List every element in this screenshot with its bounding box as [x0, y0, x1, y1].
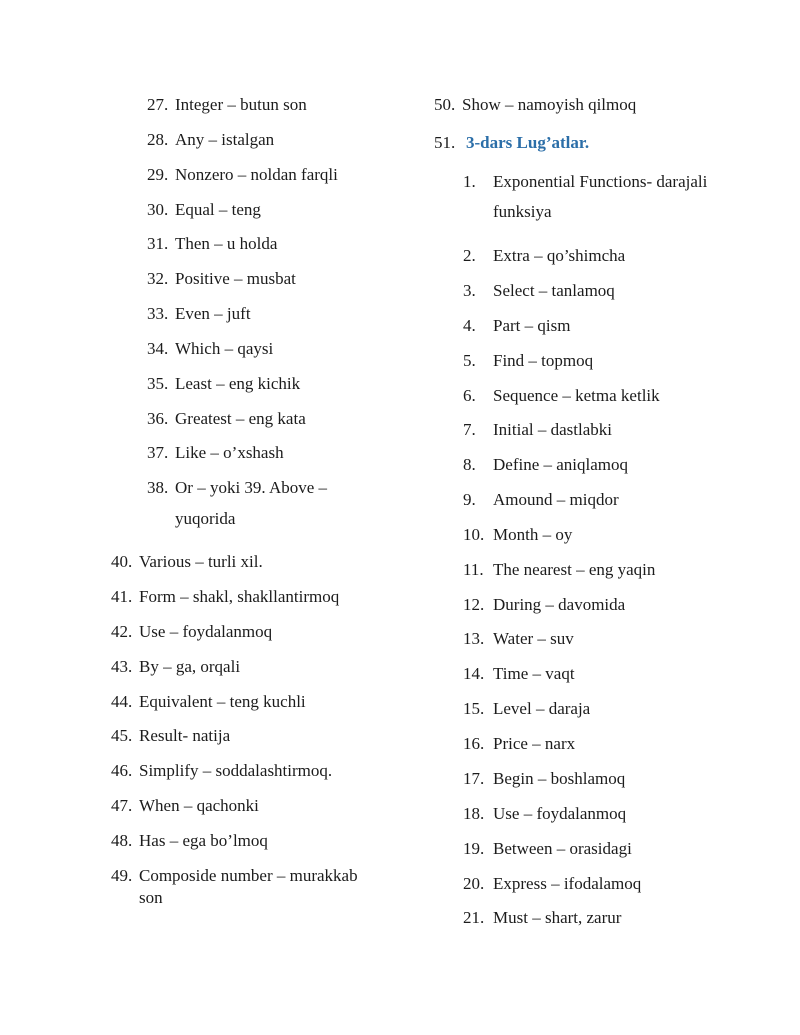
item-text: Which – qaysi: [175, 339, 274, 358]
list-item: [463, 351, 593, 371]
item-number: 8.: [463, 455, 476, 474]
item-text: Express – ifodalamoq: [493, 874, 642, 893]
list-item: [463, 455, 628, 475]
item-text: When – qachonki: [139, 796, 259, 815]
item-number: 33.: [147, 304, 169, 323]
item-text: Between – orasidagi: [493, 839, 632, 858]
item-text: Price – narx: [493, 734, 576, 753]
item-number: 34.: [147, 339, 169, 358]
list-item: [463, 874, 641, 894]
item-number: 41.: [111, 587, 133, 606]
list-item: [463, 804, 626, 824]
item-number: 44.: [111, 692, 133, 711]
list-item: [147, 443, 284, 463]
list-item: [111, 692, 306, 712]
list-item-continuation: son: [139, 888, 163, 907]
item-text: Equivalent – teng kuchli: [139, 692, 306, 711]
item-text: Select – tanlamoq: [493, 281, 615, 300]
item-text: Form – shakl, shakllantirmoq: [139, 587, 340, 606]
item-text: Month – oy: [493, 525, 573, 544]
item-number: 3.: [463, 281, 476, 300]
item-text: Exponential Functions- darajali: [493, 172, 708, 191]
item-text: Amound – miqdor: [493, 490, 619, 509]
list-item: [463, 908, 621, 928]
item-number: 31.: [147, 234, 169, 253]
list-item: [147, 130, 274, 150]
item-text: Nonzero – noldan farqli: [175, 165, 338, 184]
item-text: Find – topmoq: [493, 351, 594, 370]
item-text: Has – ega bo’lmoq: [139, 831, 268, 850]
item-number: 49.: [111, 866, 133, 885]
item-text: Extra – qo’shimcha: [493, 246, 626, 265]
item-text: Any – istalgan: [175, 130, 275, 149]
list-item: [147, 95, 307, 115]
list-item: [147, 234, 277, 254]
item-number: 32.: [147, 269, 169, 288]
list-item-continuation: yuqorida: [175, 509, 236, 528]
list-item: [463, 246, 625, 266]
item-text: Use – foydalanmoq: [493, 804, 627, 823]
list-item: [463, 629, 574, 649]
item-text: Use – foydalanmoq: [139, 622, 273, 641]
item-number: 7.: [463, 420, 476, 439]
item-text: Like – o’xshash: [175, 443, 284, 462]
list-item: [463, 664, 575, 684]
item-number: 2.: [463, 246, 476, 265]
list-item: [147, 409, 306, 429]
item-text: Part – qism: [493, 316, 571, 335]
item-text: Various – turli xil.: [139, 552, 263, 571]
item-text: Show – namoyish qilmoq: [462, 95, 637, 114]
item-text: Equal – teng: [175, 200, 261, 219]
item-number: 40.: [111, 552, 133, 571]
item-number: 42.: [111, 622, 133, 641]
list-item: [147, 478, 327, 498]
item-number: 15.: [463, 699, 485, 718]
item-text: Define – aniqlamoq: [493, 455, 629, 474]
item-number: 50.: [434, 95, 456, 114]
item-number: 37.: [147, 443, 169, 462]
list-item: [463, 595, 625, 615]
list-item: [111, 587, 339, 607]
item-text: Positive – musbat: [175, 269, 296, 288]
item-text: Composide number – murakkab: [139, 866, 358, 885]
item-number: 9.: [463, 490, 476, 509]
list-item: [111, 796, 259, 816]
item-text: By – ga, orqali: [139, 657, 241, 676]
item-text: Water – suv: [493, 629, 574, 648]
item-text: Least – eng kichik: [175, 374, 301, 393]
list-item: [463, 769, 625, 789]
item-text: Greatest – eng kata: [175, 409, 306, 428]
list-item: [463, 420, 612, 440]
item-number: 6.: [463, 386, 476, 405]
list-item: [463, 839, 632, 859]
list-item: [111, 657, 240, 677]
item-number: 12.: [463, 595, 485, 614]
item-number: 48.: [111, 831, 133, 850]
list-item: [434, 95, 636, 115]
section-title: 3-dars Lug’atlar.: [466, 133, 590, 152]
item-number: 28.: [147, 130, 169, 149]
item-number: 18.: [463, 804, 485, 823]
item-text: Even – juft: [175, 304, 251, 323]
item-number: 38.: [147, 478, 169, 497]
item-text: Level – daraja: [493, 699, 591, 718]
list-item: [111, 552, 263, 572]
section-number: 51.: [434, 133, 456, 152]
item-text: During – davomida: [493, 595, 626, 614]
item-number: 27.: [147, 95, 169, 114]
item-number: 4.: [463, 316, 476, 335]
item-number: 36.: [147, 409, 169, 428]
list-item: [111, 831, 268, 851]
item-number: 20.: [463, 874, 485, 893]
item-number: 45.: [111, 726, 133, 745]
list-item: [463, 281, 615, 301]
list-item: [463, 490, 619, 510]
list-item: [111, 622, 272, 642]
item-number: 1.: [463, 172, 476, 191]
list-item: [111, 761, 332, 781]
list-item: [463, 525, 572, 545]
list-item: [147, 339, 273, 359]
list-item: [463, 734, 575, 754]
list-item: [463, 386, 660, 406]
list-item: [463, 172, 707, 192]
item-text: The nearest – eng yaqin: [493, 560, 656, 579]
item-text: Result- natija: [139, 726, 231, 745]
item-number: 17.: [463, 769, 485, 788]
item-number: 10.: [463, 525, 485, 544]
item-text: Must – shart, zarur: [493, 908, 622, 927]
item-number: 14.: [463, 664, 485, 683]
item-number: 19.: [463, 839, 485, 858]
list-item: [463, 560, 655, 580]
list-item: [111, 866, 358, 886]
item-number: 5.: [463, 351, 476, 370]
section-heading: [434, 133, 589, 153]
list-item: [147, 374, 300, 394]
item-number: 13.: [463, 629, 485, 648]
list-item: [463, 316, 570, 336]
item-number: 35.: [147, 374, 169, 393]
item-number: 47.: [111, 796, 133, 815]
list-item: [111, 726, 230, 746]
item-text: Simplify – soddalashtirmoq.: [139, 761, 333, 780]
list-item: [463, 699, 590, 719]
item-number: 46.: [111, 761, 133, 780]
item-text: Initial – dastlabki: [493, 420, 612, 439]
list-item: [147, 304, 251, 324]
item-text: Begin – boshlamoq: [493, 769, 626, 788]
item-text: Or – yoki 39. Above –: [175, 478, 328, 497]
item-text: Time – vaqt: [493, 664, 575, 683]
item-number: 11.: [463, 560, 484, 579]
item-text: Sequence – ketma ketlik: [493, 386, 660, 405]
list-item: [147, 269, 296, 289]
list-item-continuation: funksiya: [493, 202, 552, 221]
item-number: 21.: [463, 908, 485, 927]
item-number: 29.: [147, 165, 169, 184]
item-number: 30.: [147, 200, 169, 219]
item-number: 16.: [463, 734, 485, 753]
item-text: Integer – butun son: [175, 95, 307, 114]
list-item: [147, 165, 338, 185]
item-text: Then – u holda: [175, 234, 278, 253]
item-number: 43.: [111, 657, 133, 676]
list-item: [147, 200, 261, 220]
